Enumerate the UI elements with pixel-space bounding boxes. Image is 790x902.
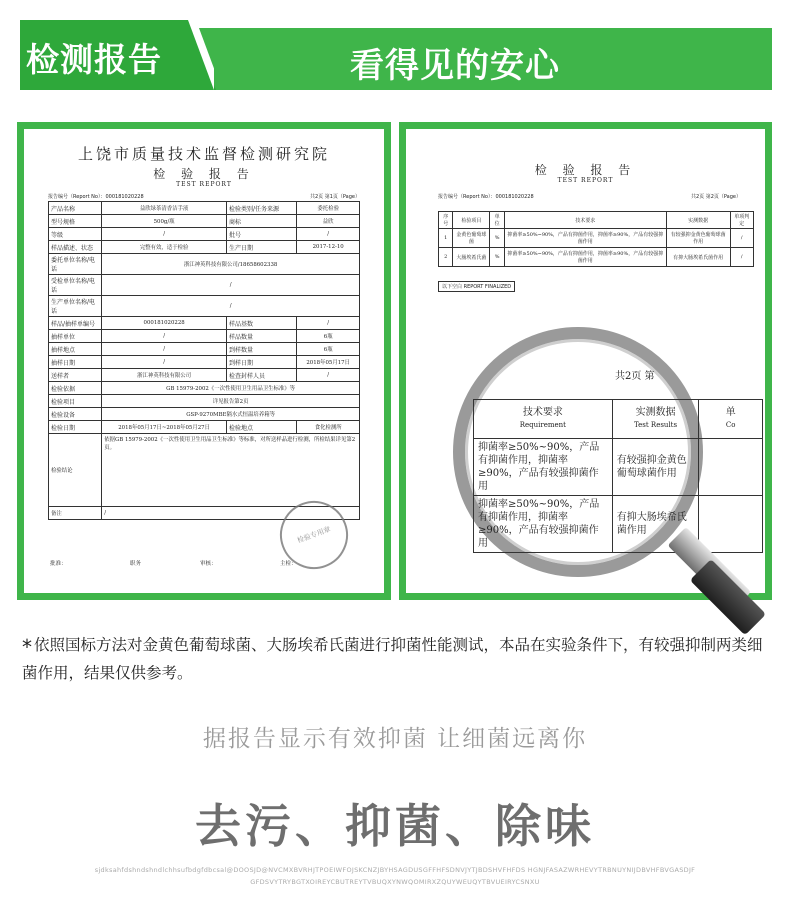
table-cell: 2018年05月17日	[297, 356, 360, 369]
table-cell: 检验项目	[49, 395, 102, 408]
report2-number: 报告编号（Report No）：000181020228	[438, 194, 534, 200]
tested-label: 主检：	[280, 561, 297, 567]
report-page-1	[17, 122, 391, 600]
table-cell: /	[102, 343, 227, 356]
approved-label: 批准：	[50, 561, 67, 567]
table-cell: /	[730, 229, 754, 248]
table-cell: 样品基数	[227, 317, 297, 330]
table-header-cell: 技术要求	[504, 212, 666, 229]
table-row	[49, 202, 360, 215]
decorative-text-1: sjdksahfdshndshndlchhsufbdgfdbcsal@DOOSJD@NVCMXBVRHJTPOEIWFOJSKCNZJBYHSAGDUSGFFHFSDNVJYTJBDSHVFHFDS HGNJFASAZWRHEVYTRBNUYNIJDBVHFBVGASDJF	[94, 866, 696, 874]
table-cell: 检查封样人员	[227, 369, 297, 382]
table-row	[439, 229, 754, 248]
table-cell: /	[102, 228, 227, 241]
table-cell: 6瓶	[297, 343, 360, 356]
table-row	[49, 382, 360, 395]
table-row	[49, 395, 360, 408]
table-cell: 完整有效，适于检验	[102, 241, 227, 254]
table-row	[49, 254, 360, 275]
table-cell: 到样日期	[227, 356, 297, 369]
table-cell: %	[490, 248, 504, 267]
header-left-title: 检测报告	[26, 40, 162, 79]
table-header-cell: 序号	[439, 212, 453, 229]
table-cell: 生产单位名称/电话	[49, 296, 102, 317]
col-results-en: Test Results	[634, 421, 678, 429]
table-cell: 产品名称	[49, 202, 102, 215]
table-cell: 抽样地点	[49, 343, 102, 356]
table-row	[49, 343, 360, 356]
report2-title-en: TEST REPORT	[557, 177, 614, 184]
lens-page-label: 共2页 第	[615, 371, 655, 382]
table-row	[439, 248, 754, 267]
table-header-cell: 单位	[490, 212, 504, 229]
conclusion-row	[49, 434, 360, 507]
table-cell: 委托检验	[297, 202, 360, 215]
table-cell: 样品数量	[227, 330, 297, 343]
table-cell: 大肠埃希氏菌	[453, 248, 490, 267]
table-row	[49, 330, 360, 343]
table-cell: /	[102, 275, 360, 296]
table-cell: 2	[439, 248, 453, 267]
row2-requirement: 抑菌率≥50%~90%，产品有抑菌作用，抑菌率≥90%，产品有较强抑菌作用	[474, 496, 613, 553]
row1-requirement: 抑菌率≥50%~90%，产品有抑菌作用，抑菌率≥90%，产品有较强抑菌作用	[474, 439, 613, 496]
table-cell: 样品/抽样单编号	[49, 317, 102, 330]
footnote-text: 依照国标方法对金黄色葡萄球菌、大肠埃希氏菌进行抑菌性能测试，本品在实验条件下，有较强抑制两类细菌作用，结果仅供参考。	[22, 636, 763, 682]
table-cell: 详见报告第2页	[102, 395, 360, 408]
table-row	[49, 215, 360, 228]
table-cell: 益欣绿茶清香洁手液	[102, 202, 227, 215]
table-cell: 检验类别/任务来源	[227, 202, 297, 215]
magnified-table	[473, 399, 763, 553]
table-cell: 委托单位名称/电话	[49, 254, 102, 275]
table-cell: 有较强抑金黄色葡萄球菌作用	[666, 229, 730, 248]
conclusion-text: 依据GB 15979-2002《一次性使用卫生用品卫生标准》等标准，对所送样品进行检测，所检结果详见第2页。	[102, 434, 360, 507]
conclusion-label: 检验结论	[49, 434, 102, 507]
table-row	[49, 296, 360, 317]
report-table	[48, 201, 360, 520]
table-cell: /	[297, 317, 360, 330]
table-row	[49, 369, 360, 382]
table-cell: %	[490, 229, 504, 248]
remarks-label: 备注	[49, 507, 102, 520]
table-header-cell: 单项判定	[730, 212, 754, 229]
table-row	[49, 408, 360, 421]
report-finalized: 以下空白 REPORT FINALIZED	[438, 281, 515, 292]
table-cell: 送样者	[49, 369, 102, 382]
footnote	[22, 632, 774, 686]
table-cell: /	[730, 248, 754, 267]
table-cell: 检验日期	[49, 421, 102, 434]
table-cell: 检验设备	[49, 408, 102, 421]
table-cell: 抽样单位	[49, 330, 102, 343]
footnote-star: *	[22, 635, 32, 659]
table-cell: 500g/瓶	[102, 215, 227, 228]
report-org: 上饶市质量技术监督检测研究院	[77, 145, 330, 163]
report-page-2	[399, 122, 772, 600]
report2-page: 共2页 第2页（Page）	[690, 194, 741, 200]
remarks-value: /	[102, 507, 360, 520]
row2-result: 有抑大肠埃希氏菌作用	[612, 496, 699, 553]
table-cell: 检验地点	[227, 421, 297, 434]
col-results-cn: 实测数据	[635, 407, 676, 418]
table-cell: /	[102, 330, 227, 343]
col-requirement-cn: 技术要求	[522, 407, 563, 418]
table-cell: 抑菌率≥50%~90%，产品有抑菌作用，抑菌率≥90%，产品有较强抑菌作用	[504, 229, 666, 248]
table-cell: 浙江神英科技有限公司	[102, 369, 227, 382]
table-cell: 000181020228	[102, 317, 227, 330]
table-cell: 抑菌率≥50%~90%，产品有抑菌作用，抑菌率≥90%，产品有较强抑菌作用	[504, 248, 666, 267]
report-title-cn: 检 验 报 告	[153, 167, 255, 181]
position-label: 职务	[130, 561, 142, 567]
table-cell: /	[102, 356, 227, 369]
table-cell: 浙江神英科技有限公司/18658602338	[102, 254, 360, 275]
table-cell: 生产日期	[227, 241, 297, 254]
table-row	[49, 275, 360, 296]
table-cell: /	[297, 369, 360, 382]
col-conclusion-en: Co	[725, 421, 736, 429]
table-cell: /	[102, 296, 360, 317]
table-cell: 2018年05月17日~2018年05月27日	[102, 421, 227, 434]
table-row	[49, 241, 360, 254]
table-cell: /	[297, 228, 360, 241]
header-right-title: 看得见的安心	[350, 46, 560, 86]
table-cell: 益欣	[297, 215, 360, 228]
table-cell: 批号	[227, 228, 297, 241]
table-cell: 样品描述、状态	[49, 241, 102, 254]
table-cell: 6瓶	[297, 330, 360, 343]
table-cell: 抽样日期	[49, 356, 102, 369]
table-cell: 食化检测所	[297, 421, 360, 434]
table-cell: 1	[439, 229, 453, 248]
row1-result: 有较强抑金黄色葡萄球菌作用	[612, 439, 699, 496]
table-cell: GSP-9270MBE隔水式恒温培养箱等	[102, 408, 360, 421]
col-requirement-en: Requirement	[519, 421, 566, 429]
table-cell: 型号规格	[49, 215, 102, 228]
table-cell: 金黄色葡萄球菌	[453, 229, 490, 248]
table-cell: 到样数量	[227, 343, 297, 356]
report-title-en: TEST REPORT	[176, 181, 232, 188]
report2-title-cn: 检 验 报 告	[534, 163, 637, 177]
table-cell: 2017-12-10	[297, 241, 360, 254]
table-cell: GB 15979-2002《一次性使用卫生用品卫生标准》等	[102, 382, 360, 395]
verified-label: 审核：	[200, 561, 217, 567]
report-number: 报告编号（Report No）：000181020228	[48, 194, 144, 200]
table-row	[49, 356, 360, 369]
table-header-cell: 实测数据	[666, 212, 730, 229]
table-cell: 受检单位名称/电话	[49, 275, 102, 296]
slogan: 去污、抑菌、除味	[195, 799, 595, 853]
table-cell: 等级	[49, 228, 102, 241]
report2-table	[438, 211, 754, 267]
report-page: 共2页 第1页（Page）	[309, 194, 360, 200]
table-row	[49, 421, 360, 434]
magnifier-lens	[453, 327, 736, 577]
table-header-cell: 检验项目	[453, 212, 490, 229]
table-cell: 有抑大肠埃希氏菌作用	[666, 248, 730, 267]
table-cell: 检验依据	[49, 382, 102, 395]
subtitle: 据报告显示有效抑菌 让细菌远离你	[202, 726, 588, 752]
table-row	[49, 228, 360, 241]
col-conclusion-cn: 单	[725, 407, 736, 418]
inspection-stamp: 检验专用章	[270, 491, 357, 578]
table-cell: 商标	[227, 215, 297, 228]
decorative-text-2: GFDSVYTRYBGTXOIREYCBUTREYTVBUQXYNWQOMIRXZQUYWEUQYTBVUEIRYCSNXU	[250, 878, 540, 886]
table-row	[49, 317, 360, 330]
table-header-row	[439, 212, 754, 229]
